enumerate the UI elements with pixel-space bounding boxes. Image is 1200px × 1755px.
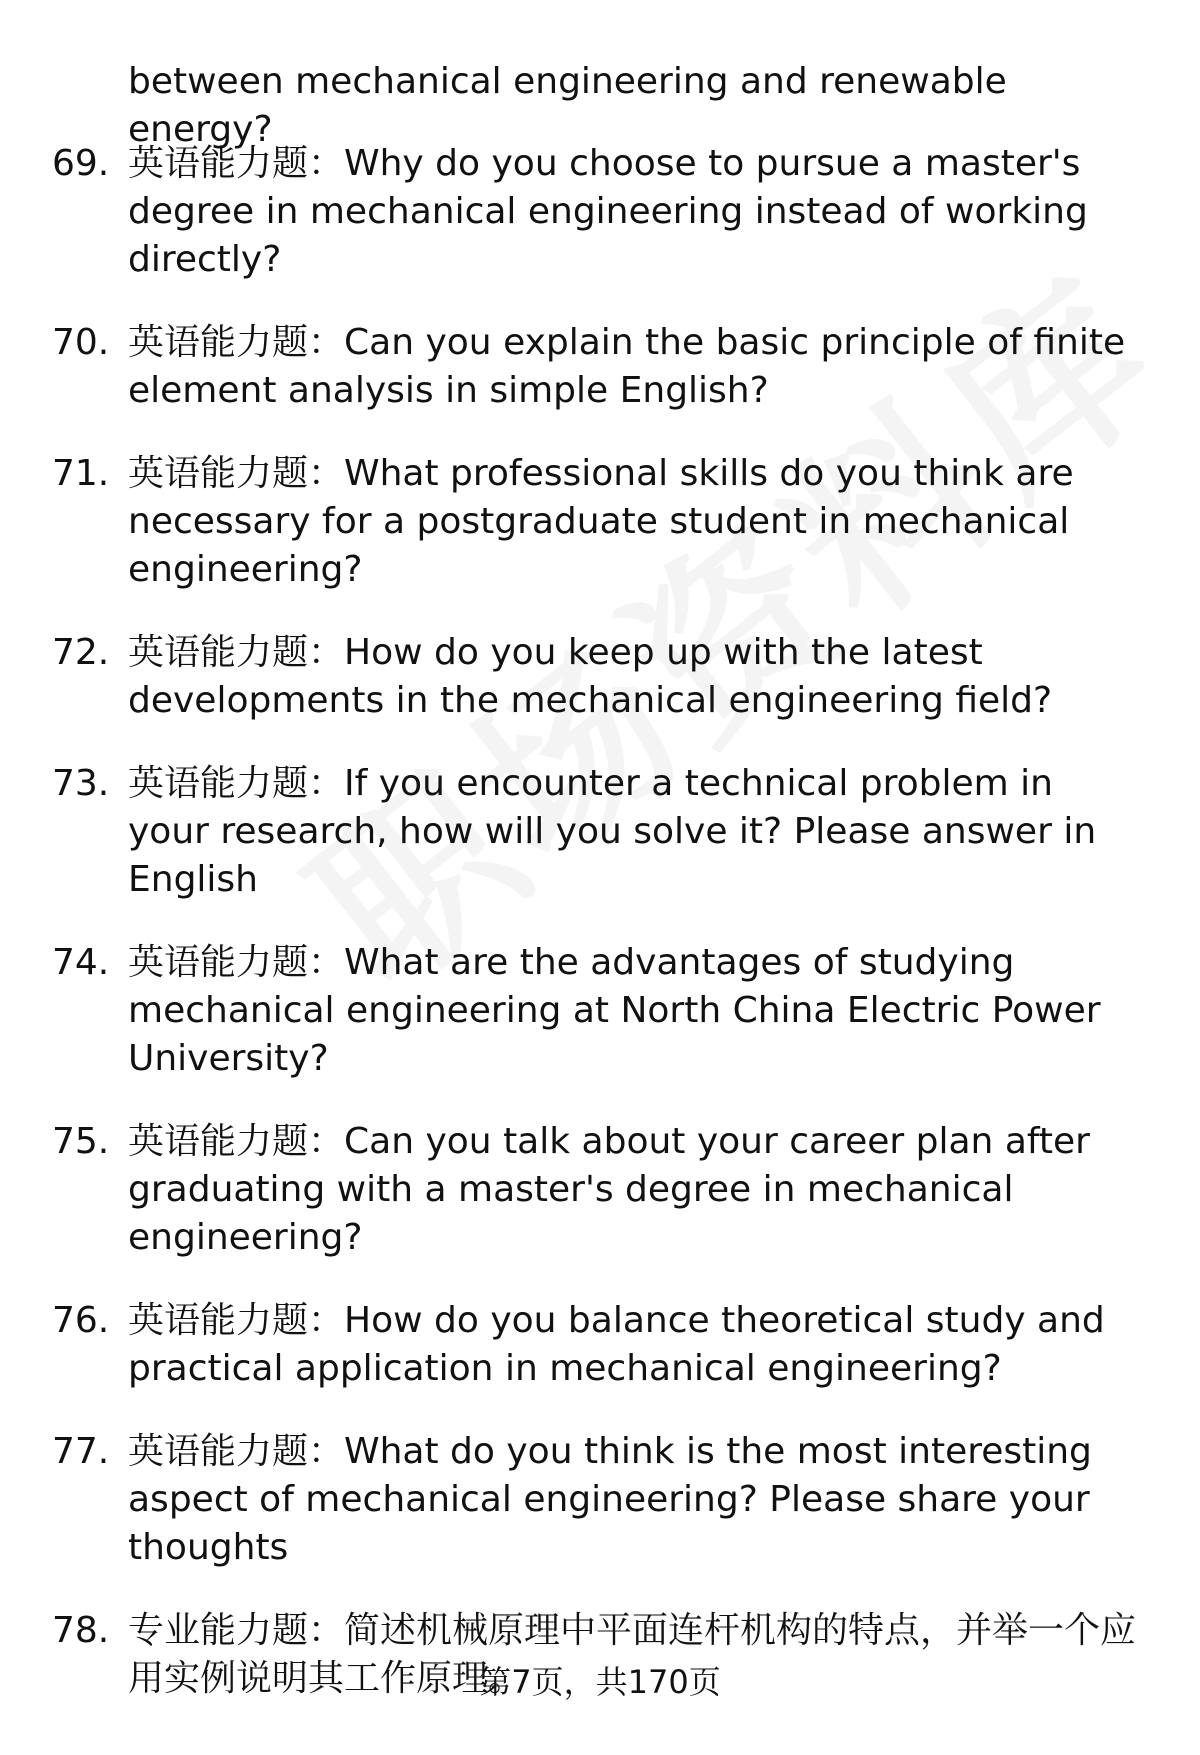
question-item	[0, 1428, 1138, 1572]
question-text: What professional skills do you think are necessary for a postgraduate student in mechanical engineering?	[128, 453, 1074, 590]
question-type: 英语能力题：	[128, 942, 345, 983]
question-type: 英语能力题：	[128, 632, 345, 673]
question-item	[0, 1118, 1138, 1262]
question-number: 76.	[52, 1300, 110, 1341]
question-type: 英语能力题：	[128, 453, 345, 494]
question-number: 71.	[52, 453, 110, 494]
question-number: 72.	[52, 632, 110, 673]
question-type: 英语能力题：	[128, 1121, 345, 1162]
question-number: 75.	[52, 1121, 110, 1162]
continuation-text: between mechanical engineering and renewable energy?	[128, 61, 1007, 150]
question-item	[0, 1297, 1138, 1393]
question-type: 专业能力题：	[128, 1610, 345, 1651]
question-text: Why do you choose to pursue a master's degree in mechanical engineering instead of working directly?	[128, 143, 1088, 280]
question-type: 英语能力题：	[128, 1431, 345, 1472]
page-footer: 第7页，共170页	[479, 1663, 721, 1701]
question-type: 英语能力题：	[128, 143, 345, 184]
question-text: How do you balance theoretical study and practical application in mechanical engineering?	[128, 1300, 1105, 1389]
question-item	[0, 140, 1138, 284]
question-text: 简述机械原理中平面连杆机构的特点，并举一个应用实例说明其工作原理。	[128, 1610, 1137, 1699]
question-type: 英语能力题：	[128, 322, 345, 363]
question-type: 英语能力题：	[128, 763, 345, 804]
question-number: 78.	[52, 1610, 110, 1651]
question-list	[0, 140, 1200, 1738]
question-number: 73.	[52, 763, 110, 804]
question-number: 77.	[52, 1431, 110, 1472]
question-type: 英语能力题：	[128, 1300, 345, 1341]
question-text: If you encounter a technical problem in your research, how will you solve it? Please answer in English	[128, 763, 1097, 900]
question-text: Can you talk about your career plan after graduating with a master's degree in mechanical engineering?	[128, 1121, 1090, 1258]
question-item	[0, 450, 1138, 594]
question-item	[0, 760, 1138, 904]
question-text: Can you explain the basic principle of finite element analysis in simple English?	[128, 322, 1126, 411]
question-number: 70.	[52, 322, 110, 363]
question-text: How do you keep up with the latest developments in the mechanical engineering field?	[128, 632, 1053, 721]
question-number: 69.	[52, 143, 110, 184]
question-item	[0, 319, 1138, 415]
question-number: 74.	[52, 942, 110, 983]
question-text: What are the advantages of studying mechanical engineering at North China Electric Power University?	[128, 942, 1101, 1079]
question-item	[0, 629, 1138, 725]
question-text: What do you think is the most interesting aspect of mechanical engineering? Please share your thoughts	[128, 1431, 1092, 1568]
question-item	[0, 939, 1138, 1083]
